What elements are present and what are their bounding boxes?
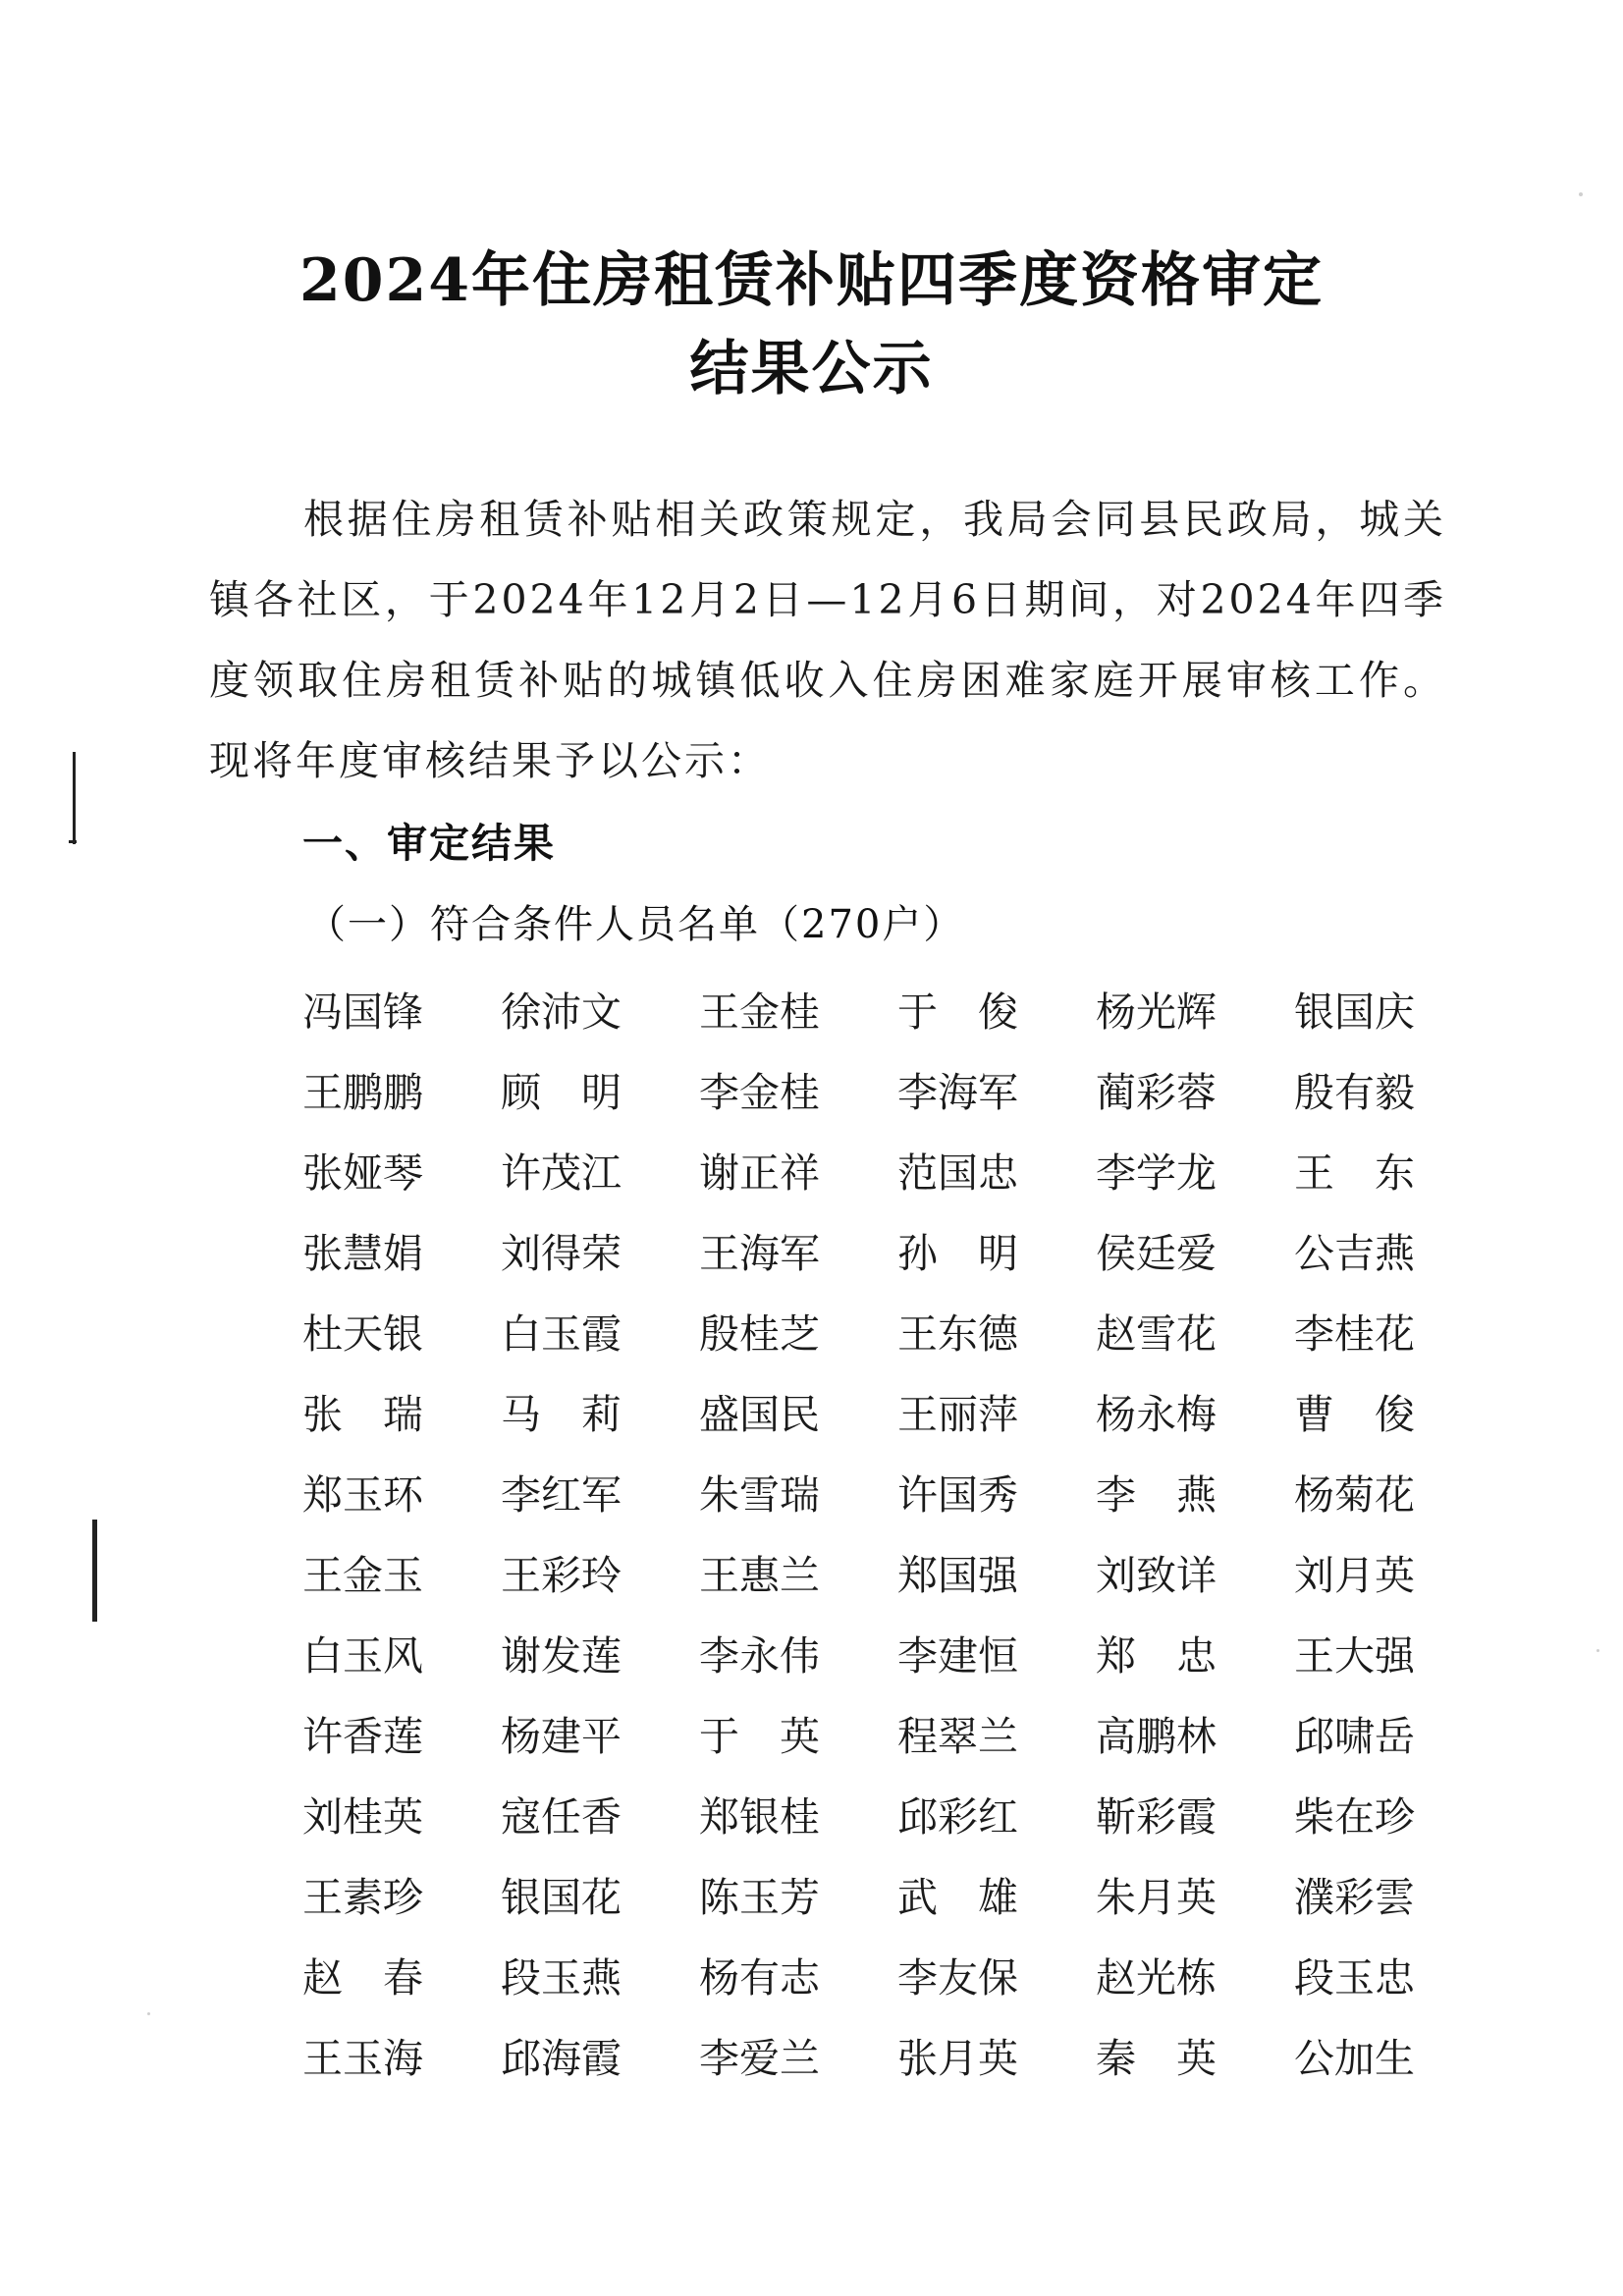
name-entry: 段玉忠	[1294, 1954, 1415, 2002]
name-entry: 张慧娟	[302, 1230, 423, 1277]
name-entry: 郑 忠	[1096, 1632, 1217, 1680]
name-entry: 白玉风	[302, 1632, 423, 1680]
name-entry: 于 俊	[897, 988, 1018, 1036]
name-entry: 公吉燕	[1294, 1230, 1415, 1277]
name-entry: 杨菊花	[1294, 1471, 1415, 1519]
subsection-heading: （一）符合条件人员名单（270户）	[306, 902, 965, 947]
name-entry: 王惠兰	[699, 1552, 820, 1599]
name-entry: 郑玉环	[302, 1471, 423, 1519]
name-entry: 刘致详	[1096, 1552, 1217, 1599]
name-entry: 李学龙	[1096, 1149, 1217, 1197]
name-entry: 张娅琴	[302, 1149, 423, 1197]
name-entry: 白玉霞	[501, 1310, 622, 1358]
name-entry: 柴在珍	[1294, 1793, 1415, 1841]
name-entry: 刘得荣	[501, 1230, 622, 1277]
name-entry: 许国秀	[897, 1471, 1018, 1519]
name-entry: 谢发莲	[501, 1632, 622, 1680]
name-entry: 郑银桂	[699, 1793, 820, 1841]
name-entry: 李海军	[897, 1069, 1018, 1116]
name-entry: 刘月英	[1294, 1552, 1415, 1599]
name-entry: 侯廷爱	[1096, 1230, 1217, 1277]
document-title-line1: 2024年住房租赁补贴四季度资格审定	[299, 246, 1324, 315]
name-entry: 程翠兰	[897, 1713, 1018, 1760]
name-entry: 盛国民	[699, 1391, 820, 1438]
name-entry: 赵雪花	[1096, 1310, 1217, 1358]
scan-speck	[1579, 192, 1583, 196]
name-entry: 谢正祥	[699, 1149, 820, 1197]
scan-speck	[1596, 1649, 1599, 1652]
name-entry: 段玉燕	[501, 1954, 622, 2002]
scan-mark	[92, 1520, 97, 1622]
section-heading: 一、审定结果	[302, 820, 556, 867]
name-entry: 杨有志	[699, 1954, 820, 2002]
name-entry: 杨建平	[501, 1713, 622, 1760]
name-entry: 高鹏林	[1096, 1713, 1217, 1760]
name-entry: 张月英	[897, 2035, 1018, 2082]
scan-mark	[73, 752, 76, 844]
name-entry: 王海军	[699, 1230, 820, 1277]
name-entry: 濮彩雲	[1294, 1874, 1415, 1921]
name-entry: 许茂江	[501, 1149, 622, 1197]
name-entry: 银国庆	[1294, 988, 1415, 1036]
name-entry: 银国花	[501, 1874, 622, 1921]
scan-mark	[69, 840, 77, 843]
name-entry: 许香莲	[302, 1713, 423, 1760]
name-entry: 李 燕	[1096, 1471, 1217, 1519]
name-entry: 殷桂芝	[699, 1310, 820, 1358]
names-list	[302, 972, 1456, 2099]
name-entry: 李建恒	[897, 1632, 1018, 1680]
name-entry: 邱彩红	[897, 1793, 1018, 1841]
name-entry: 杨光辉	[1096, 988, 1217, 1036]
name-entry: 王金桂	[699, 988, 820, 1036]
name-entry: 王金玉	[302, 1552, 423, 1599]
name-entry: 邱啸岳	[1294, 1713, 1415, 1760]
name-entry: 李爱兰	[699, 2035, 820, 2082]
name-entry: 王素珍	[302, 1874, 423, 1921]
name-entry: 冯国锋	[302, 988, 423, 1036]
name-entry: 王大强	[1294, 1632, 1415, 1680]
name-entry: 公加生	[1294, 2035, 1415, 2082]
name-entry: 朱月英	[1096, 1874, 1217, 1921]
name-entry: 王彩玲	[501, 1552, 622, 1599]
name-entry: 靳彩霞	[1096, 1793, 1217, 1841]
name-entry: 李桂花	[1294, 1310, 1415, 1358]
name-entry: 赵光栋	[1096, 1954, 1217, 2002]
name-entry: 杨永梅	[1096, 1391, 1217, 1438]
name-entry: 寇任香	[501, 1793, 622, 1841]
name-entry: 邱海霞	[501, 2035, 622, 2082]
name-entry: 王丽萍	[897, 1391, 1018, 1438]
name-entry: 武 雄	[897, 1874, 1018, 1921]
name-entry: 顾 明	[501, 1069, 622, 1116]
name-entry: 曹 俊	[1294, 1391, 1415, 1438]
name-entry: 马 莉	[501, 1391, 622, 1438]
name-entry: 李金桂	[699, 1069, 820, 1116]
name-entry: 王东德	[897, 1310, 1018, 1358]
name-entry: 朱雪瑞	[699, 1471, 820, 1519]
name-entry: 范国忠	[897, 1149, 1018, 1197]
name-entry: 张 瑞	[302, 1391, 423, 1438]
intro-paragraph: 根据住房租赁补贴相关政策规定，我局会同县民政局，城关镇各社区，于2024年12月2日—12月6日期间，对2024年四季度领取住房租赁补贴的城镇低收入住房困难家庭开展审核工作。现将年度审核结果予以公示：	[209, 496, 1446, 784]
name-entry: 赵 春	[302, 1954, 423, 2002]
name-entry: 王 东	[1294, 1149, 1415, 1197]
name-entry: 郑国强	[897, 1552, 1018, 1599]
name-entry: 蔺彩蓉	[1096, 1069, 1217, 1116]
name-entry: 秦 英	[1096, 2035, 1217, 2082]
name-entry: 刘桂英	[302, 1793, 423, 1841]
name-entry: 于 英	[699, 1713, 820, 1760]
name-entry: 王玉海	[302, 2035, 423, 2082]
name-entry: 殷有毅	[1294, 1069, 1415, 1116]
document-title-line2: 结果公示	[689, 335, 934, 403]
name-entry: 李友保	[897, 1954, 1018, 2002]
name-entry: 李永伟	[699, 1632, 820, 1680]
name-entry: 徐沛文	[501, 988, 622, 1036]
name-entry: 孙 明	[897, 1230, 1018, 1277]
name-entry: 王鹏鹏	[302, 1069, 423, 1116]
name-entry: 李红军	[501, 1471, 622, 1519]
name-entry: 杜天银	[302, 1310, 423, 1358]
name-entry: 陈玉芳	[699, 1874, 820, 1921]
scan-speck	[147, 2012, 150, 2015]
